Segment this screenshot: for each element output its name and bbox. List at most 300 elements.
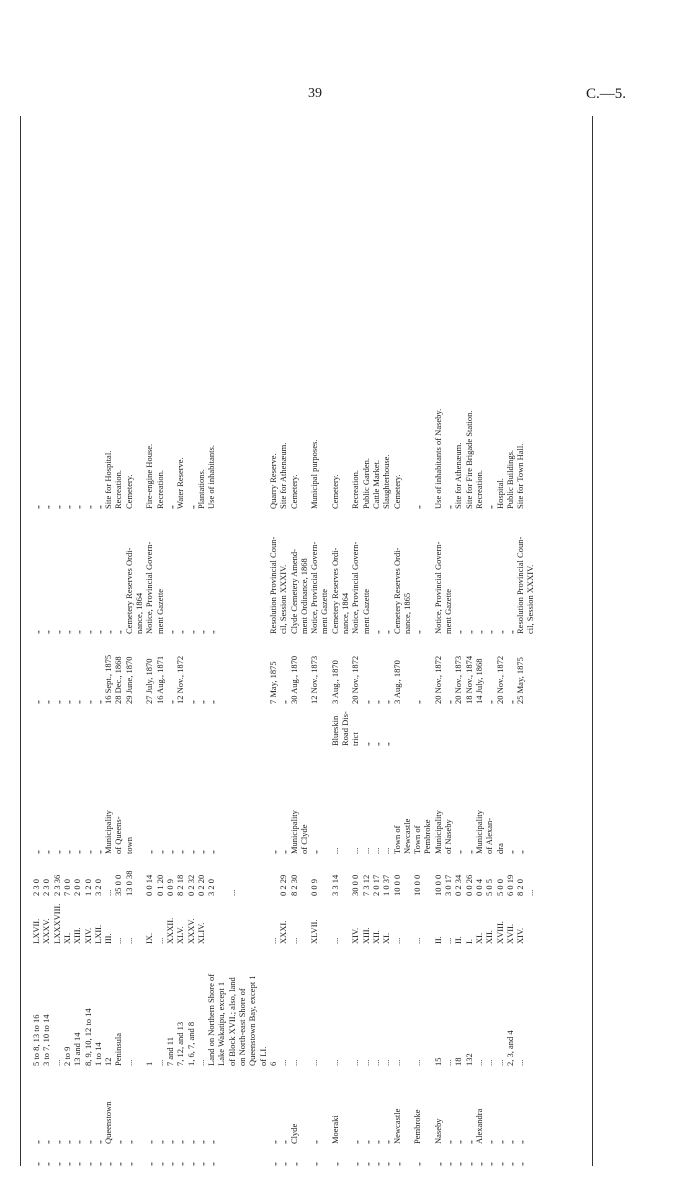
table-cell-c12: „	[31, 630, 41, 634]
table-cell-c6: Municipality	[432, 810, 443, 854]
table-cell-c11: „	[381, 700, 392, 704]
table-cell-c13: Recreation.	[350, 470, 361, 509]
table-cell-c3: 2, 3, and 4	[504, 1030, 515, 1066]
table-cell-c3: 15	[432, 1057, 443, 1066]
table-cell-c1: „	[350, 1140, 361, 1144]
table-cell-c13: Hospital.	[494, 478, 505, 509]
table-cell-c5: 8 2 18	[175, 874, 186, 896]
table-cell-c5: 3 3 14	[329, 874, 340, 896]
table-cell-c6: „	[504, 850, 515, 854]
table-cell-c6: „	[175, 850, 186, 854]
table-cell-c3: ...	[51, 1059, 62, 1066]
table-cell-c4: ...	[443, 937, 453, 944]
table-cell-c0: „	[473, 1162, 484, 1166]
table-cell-c6: „	[144, 850, 155, 854]
table-cell-c12: „	[494, 630, 505, 634]
table-cell-c5: 7 0 0	[61, 879, 72, 896]
table-cell-c3: ...	[123, 1059, 134, 1066]
table-cell-c11: „	[51, 700, 62, 704]
table-cell-c0: „	[278, 1162, 289, 1166]
table-cell-c1: Queenstown	[103, 1101, 114, 1144]
table-cell-c4: LXXXVIII.	[51, 903, 62, 944]
table-cell-c6: Municipality	[103, 810, 114, 854]
table-cell-c5: 0 0 14	[144, 874, 155, 896]
table-cell-c5: ...	[226, 889, 237, 896]
table-cell-c6: „	[31, 850, 41, 854]
table-cell-c11: 25 May, 1875	[515, 657, 526, 704]
table-cell-c6: „	[51, 850, 62, 854]
table-cell-c11: 3 Aug., 1870	[329, 660, 340, 704]
table-cell-c13: Public Buildings.	[504, 449, 515, 509]
table-cell-c5: 0 0 26	[463, 874, 474, 896]
table-cell-c1: „	[154, 1140, 165, 1144]
table-cell-c5: 0 0 9	[309, 879, 320, 896]
table-cell-c6: „	[92, 850, 103, 854]
table-cell-c12: Cemetery Reserves Ordi-	[329, 547, 340, 634]
table-cell-c0: „	[412, 1162, 423, 1166]
table-cell-c0: „	[144, 1162, 155, 1166]
table-cell-c12: „	[473, 630, 484, 634]
table-cell-c13: Quarry Reserve.	[267, 453, 278, 509]
table-cell-c4: XVII.	[504, 923, 515, 944]
table-cell-c6: „	[154, 850, 165, 854]
table-cell-c12: „	[504, 630, 515, 634]
table-cell-c12: „	[51, 630, 62, 634]
table-cell-c4: ...	[329, 937, 340, 944]
rotated-table	[20, 116, 592, 1166]
table-cell-c11: „	[412, 700, 423, 704]
table-cell-c3: ...	[381, 1059, 392, 1066]
table-cell-c12: „	[82, 630, 93, 634]
table-cell-c12: Notice, Provincial Govern-	[144, 541, 155, 634]
table-cell-c1: „	[61, 1140, 72, 1144]
table-cell-c11: „	[370, 700, 381, 704]
table-cell-c5: 5 0 0	[494, 879, 505, 896]
table-cell-c4: II.	[432, 936, 443, 944]
table-cell-c3: ...	[360, 1059, 371, 1066]
table-cell-c6: of Queens-	[113, 816, 124, 854]
table-cell-c1: „	[72, 1140, 83, 1144]
table-cell-c9: trict	[350, 732, 361, 746]
table-cell-c0: „	[72, 1162, 83, 1166]
table-cell-c1: Moeraki	[329, 1115, 340, 1144]
table-cell-c12: Notice, Provincial Govern-	[309, 541, 320, 634]
table-cell-c1: „	[144, 1140, 155, 1144]
table-cell-c11: „	[31, 700, 41, 704]
table-cell-c12: „	[185, 630, 196, 634]
table-cell-c5: 30 0 0	[350, 874, 361, 896]
table-cell-c5: 8 2 30	[288, 874, 299, 896]
table-cell-c6: „	[278, 850, 289, 854]
table-cell-c11: 12 Nov., 1873	[309, 655, 320, 704]
table-cell-c12: ment Ordinance, 1868	[298, 558, 309, 634]
table-cell-c13: Cemetery.	[391, 474, 402, 509]
table-cell-c6: Municipality	[288, 810, 299, 854]
table-cell-c13: „	[443, 505, 453, 509]
table-cell-c6: Town of	[391, 825, 402, 854]
table-cell-c3: ...	[195, 1059, 206, 1066]
table-cell-c13: „	[412, 505, 423, 509]
table-cell-c6: ...	[370, 847, 381, 854]
table-cell-c4: ...	[288, 937, 299, 944]
table-cell-c0: „	[391, 1162, 402, 1166]
table-cell-c6: „	[164, 850, 175, 854]
table-cell-c6: dra	[494, 843, 505, 854]
table-cell-c11: „	[443, 700, 453, 704]
table-cell-c3: 8, 9, 10, 12 to 14	[82, 1008, 93, 1066]
table-cell-c11: „	[185, 700, 196, 704]
table-cell-c0: „	[443, 1162, 453, 1166]
table-cell-c0: „	[370, 1162, 381, 1166]
table-cell-c1: „	[82, 1140, 93, 1144]
table-cell-c3: 3 to 7, 10 to 14	[41, 1014, 52, 1066]
table-cell-c0: „	[515, 1162, 526, 1166]
table-cell-c0: „	[103, 1162, 114, 1166]
table-cell-c5: ...	[103, 889, 114, 896]
table-cell-c0: „	[31, 1162, 41, 1166]
table-cell-c5: ...	[525, 889, 536, 896]
table-cell-c6: of Alexan-	[484, 817, 495, 854]
table-cell-c6: Town of	[412, 825, 423, 854]
table-cell-c4: III.	[103, 933, 114, 944]
table-cell-c12: Resolution Provincial Coun-	[515, 536, 526, 634]
table-cell-c4: XI.	[381, 932, 392, 944]
table-cell-c13: „	[82, 505, 93, 509]
table-cell-c1: „	[463, 1140, 474, 1144]
table-cell-c3: ...	[350, 1059, 361, 1066]
table-cell-c5: 35 0 0	[113, 874, 124, 896]
table-cell-c11: „	[164, 700, 175, 704]
table-cell-c6: „	[206, 850, 217, 854]
table-cell-c0: „	[288, 1162, 299, 1166]
table-cell-c4: ...	[267, 937, 278, 944]
table-cell-c13: Public Garden.	[360, 458, 371, 509]
table-cell-c5: 2 3 0	[31, 879, 41, 896]
table-cell-c13: „	[484, 505, 495, 509]
table-cell-c5: 10 0 0	[432, 874, 443, 896]
table-cell-c11: „	[360, 700, 371, 704]
table-cell-c12: Cemetery Reserves Ordi-	[123, 547, 134, 634]
table-cell-c12: ment Gazette	[443, 588, 453, 634]
table-cell-c12: „	[195, 630, 206, 634]
table-cell-c5: 0 2 20	[195, 874, 206, 896]
table-cell-c5: 0 0 4	[473, 879, 484, 896]
table-cell-c5: 0 2 34	[453, 874, 464, 896]
table-cell-c12: „	[103, 630, 114, 634]
table-cell-c0: „	[92, 1162, 103, 1166]
table-cell-c4: ...	[123, 937, 134, 944]
table-cell-c3: 1	[144, 1061, 155, 1066]
table-cell-c0: „	[504, 1162, 515, 1166]
table-cell-c6: „	[41, 850, 52, 854]
table-cell-c12: Clyde Cemetery Amend-	[288, 549, 299, 634]
table-cell-c1: „	[443, 1140, 453, 1144]
table-cell-c1: „	[195, 1140, 206, 1144]
table-cell-c3: of LI.	[257, 1046, 268, 1066]
table-cell-c1: „	[494, 1140, 505, 1144]
table-cell-c11: 7 May, 1875	[267, 661, 278, 704]
table-cell-c1: „	[484, 1140, 495, 1144]
table-cell-c11: „	[278, 700, 289, 704]
table-cell-c12: „	[113, 630, 124, 634]
table-cell-c0: „	[494, 1162, 505, 1166]
table-cell-c6: ...	[381, 847, 392, 854]
table-cell-c1: „	[381, 1140, 392, 1144]
table-cell-c0: „	[309, 1162, 320, 1166]
table-cell-c5: 1 0 37	[381, 874, 392, 896]
table-cell-c0: „	[381, 1162, 392, 1166]
table-cell-c12: „	[453, 630, 464, 634]
table-cell-c13: Plantations.	[195, 469, 206, 509]
table-cell-c11: 3 Aug., 1870	[391, 660, 402, 704]
table-cell-c6: „	[185, 850, 196, 854]
table-cell-c3: ...	[473, 1059, 484, 1066]
table-cell-c12: ment Gazette	[154, 588, 165, 634]
table-cell-c6: „	[453, 850, 464, 854]
table-cell-c0: „	[206, 1162, 217, 1166]
table-cell-c13: Use of inhabitants of Naseby.	[432, 408, 443, 509]
table-rule-bottom	[592, 116, 593, 1166]
table-cell-c5: 2 3 36	[51, 874, 62, 896]
table-cell-c12: „	[206, 630, 217, 634]
table-cell-c13: Recreation.	[113, 470, 124, 509]
table-cell-c6: „	[309, 850, 320, 854]
table-cell-c6: Pembroke	[422, 819, 433, 854]
table-cell-c13: „	[185, 505, 196, 509]
table-cell-c6: „	[515, 850, 526, 854]
table-cell-c4: LXVII.	[31, 918, 41, 944]
table-cell-c4: XLIV.	[195, 922, 206, 944]
table-cell-c13: Cattle Market.	[370, 459, 381, 509]
table-cell-c3: ...	[329, 1059, 340, 1066]
table-cell-c11: 16 Aug., 1871	[154, 655, 165, 704]
table-cell-c1: „	[175, 1140, 186, 1144]
document-code: C.—5.	[586, 86, 627, 102]
table-cell-c12: nance, 1865	[401, 592, 412, 634]
table-cell-c1: Pembroke	[412, 1109, 423, 1144]
table-cell-c5: 0 1 20	[154, 874, 165, 896]
table-cell-c9: „	[360, 742, 371, 746]
table-cell-c3: ...	[484, 1059, 495, 1066]
table-cell-c1: „	[113, 1140, 124, 1144]
table-cell-c0: „	[41, 1162, 52, 1166]
table-cell-c0: „	[329, 1162, 340, 1166]
table-cell-c13: Site for Athenæum.	[278, 442, 289, 509]
table-cell-c4: ...	[113, 937, 124, 944]
table-cell-c9: Blueskin	[329, 715, 340, 746]
table-cell-c0: „	[51, 1162, 62, 1166]
table-cell-c6: town	[123, 837, 134, 854]
table-cell-c4: XXXV.	[41, 918, 52, 944]
table-cell-c4: ...	[412, 937, 423, 944]
table-cell-c4: XIV.	[350, 927, 361, 944]
table-cell-c11: 30 Aug., 1870	[288, 655, 299, 704]
table-cell-c12: „	[92, 630, 103, 634]
table-cell-c0: „	[123, 1162, 134, 1166]
table-cell-c11: 29 June, 1870	[123, 656, 134, 704]
table-cell-c0: „	[195, 1162, 206, 1166]
table-cell-c3: 2 to 9	[61, 1046, 72, 1066]
table-cell-c5: 13 0 38	[123, 870, 134, 896]
table-cell-c0: „	[463, 1162, 474, 1166]
table-cell-c12: „	[175, 630, 186, 634]
table-cell-c4: XI.	[473, 932, 484, 944]
table-cell-c0: „	[432, 1162, 443, 1166]
table-cell-c12: Notice, Provincial Govern-	[350, 541, 361, 634]
table-cell-c13: Fire-engine House.	[144, 443, 155, 509]
table-cell-c3: 7 and 11	[164, 1037, 175, 1066]
table-cell-c0: „	[61, 1162, 72, 1166]
table-cell-c1: „	[278, 1140, 289, 1144]
table-cell-c12: „	[41, 630, 52, 634]
table-cell-c13: „	[72, 505, 83, 509]
table-cell-c13: Site for Fire Brigade Station.	[463, 410, 474, 509]
table-cell-c0: „	[164, 1162, 175, 1166]
table-cell-c3: ...	[391, 1059, 402, 1066]
table-cell-c1: „	[123, 1140, 134, 1144]
table-cell-c3: ...	[443, 1059, 453, 1066]
table-cell-c13: Cemetery.	[288, 474, 299, 509]
table-cell-c5: 2 0 17	[370, 874, 381, 896]
table-cell-c12: ment Gazette	[360, 588, 371, 634]
table-cell-c4: IX.	[144, 932, 155, 944]
table-cell-c4: XXXI.	[278, 920, 289, 944]
table-cell-c9: „	[381, 742, 392, 746]
table-cell-c3: 12	[103, 1057, 114, 1066]
table-cell-c3: ...	[412, 1059, 423, 1066]
table-cell-c3: of Block XVII.; also, land	[226, 977, 237, 1066]
table-cell-c6: „	[61, 850, 72, 854]
table-cell-c4: XIII.	[360, 927, 371, 944]
table-cell-c0: „	[350, 1162, 361, 1166]
table-cell-c1: Clyde	[288, 1123, 299, 1144]
table-cell-c5: 8 2 0	[515, 879, 526, 896]
table-cell-c5: 10 0 0	[391, 874, 402, 896]
table-cell-c3: Lake Wakatipu, except 1	[216, 981, 227, 1066]
table-cell-c5: 10 0 0	[412, 874, 423, 896]
table-cell-c0: „	[453, 1162, 464, 1166]
table-cell-c1: „	[41, 1140, 52, 1144]
table-cell-c11: „	[41, 700, 52, 704]
table-cell-c0: „	[113, 1162, 124, 1166]
table-cell-c4: XLV.	[175, 926, 186, 944]
table-cell-c6: of Naseby	[443, 819, 453, 854]
table-cell-c3: ...	[154, 1059, 165, 1066]
table-rule-top	[20, 116, 21, 1166]
table-cell-c0: „	[484, 1162, 495, 1166]
table-cell-c3: 7, 12, and 13	[175, 1021, 186, 1066]
table-cell-c4: XLVII.	[309, 919, 320, 944]
table-cell-c12: „	[463, 630, 474, 634]
page-number: 39	[308, 86, 322, 101]
table-cell-c1: Alexandra	[473, 1108, 484, 1144]
table-cell-c4: ...	[154, 937, 165, 944]
table-cell-c11: 14 July, 1868	[473, 658, 484, 704]
table-cell-c5: 3 2 0	[206, 879, 217, 896]
table-cell-c4: XII.	[370, 930, 381, 944]
table-cell-c4: XII.	[484, 930, 495, 944]
table-cell-c6: ...	[350, 847, 361, 854]
table-cell-c12: „	[412, 630, 423, 634]
table-cell-c12: Notice, Provincial Govern-	[432, 541, 443, 634]
table-cell-c11: 20 Nov., 1872	[494, 655, 505, 704]
table-cell-c6: ...	[360, 847, 371, 854]
table-cell-c11: „	[92, 700, 103, 704]
table-cell-c11: „	[484, 700, 495, 704]
table-cell-c5: 1 2 0	[82, 879, 93, 896]
table-cell-c13: „	[164, 505, 175, 509]
table-cell-c12: nance, 1864	[134, 592, 144, 634]
table-cell-c13: Cemetery.	[123, 474, 134, 509]
table-cell-c1: „	[185, 1140, 196, 1144]
table-cell-c11: „	[72, 700, 83, 704]
table-cell-c0: „	[267, 1162, 278, 1166]
table-cell-c4: XI.	[61, 932, 72, 944]
table-cell-c12: Cemetery Reserves Ordi-	[391, 547, 402, 634]
table-cell-c11: 20 Nov., 1872	[350, 655, 361, 704]
table-cell-c13: Slaughterhouse.	[381, 454, 392, 509]
table-cell-c4: ...	[391, 937, 402, 944]
table-cell-c3: ...	[309, 1059, 320, 1066]
table-cell-c5: 6 0 19	[504, 874, 515, 896]
table-cell-c9: „	[370, 742, 381, 746]
table-cell-c1: „	[309, 1140, 320, 1144]
table-cell-c13: Site for Hospital.	[103, 450, 114, 509]
table-cell-c3: ...	[515, 1059, 526, 1066]
table-cell-c11: „	[206, 700, 217, 704]
table-cell-c0: „	[360, 1162, 371, 1166]
table-cell-c5: 0 0 9	[164, 879, 175, 896]
table-cell-c1: „	[92, 1140, 103, 1144]
table-cell-c3: 13 and 14	[72, 1032, 83, 1066]
table-cell-c11: „	[82, 700, 93, 704]
table-cell-c5: 2 3 0	[41, 879, 52, 896]
table-cell-c5: 3 0 17	[443, 874, 453, 896]
table-cell-c3: Queenstown Bay, except 1	[247, 975, 258, 1066]
table-cell-c1: „	[51, 1140, 62, 1144]
table-cell-c5: 7 3 12	[360, 874, 371, 896]
table-cell-c12: „	[484, 630, 495, 634]
table-cell-c11: 16 Sept., 1875	[103, 654, 114, 704]
table-cell-c4: I.	[463, 939, 474, 944]
table-cell-c5: 0 2 29	[278, 874, 289, 896]
table-cell-c12: nance, 1864	[340, 592, 350, 634]
table-cell-c3: 1 to 14	[92, 1042, 103, 1066]
table-cell-c12: „	[381, 630, 392, 634]
table-cell-c6: „	[195, 850, 206, 854]
table-cell-c0: „	[185, 1162, 196, 1166]
table-cell-c6: of Clyde	[298, 824, 309, 854]
table-cell-c6: „	[463, 850, 474, 854]
table-cell-c12: „	[164, 630, 175, 634]
table-cell-c3: 132	[463, 1053, 474, 1066]
table-cell-c1: „	[31, 1140, 41, 1144]
table-cell-c12: cil, Session XXXIV.	[278, 564, 289, 634]
table-cell-c4: XXXV.	[185, 918, 196, 944]
table-cell-c0: „	[154, 1162, 165, 1166]
table-cell-c3: Land on Northern Shore of	[206, 973, 217, 1066]
table-cell-c12: cil, Session XXXIV.	[525, 564, 536, 634]
table-cell-c6: ...	[329, 847, 340, 854]
table-cell-c6: „	[72, 850, 83, 854]
table-cell-c13: Water Reserve.	[175, 457, 186, 509]
table-cell-c11: „	[504, 700, 515, 704]
table-cell-c6: „	[267, 850, 278, 854]
table-cell-c3: Peninsula	[113, 1032, 124, 1066]
table-cell-c11: „	[195, 700, 206, 704]
table-cell-c11: 20 Nov., 1872	[432, 655, 443, 704]
table-cell-c12: „	[61, 630, 72, 634]
